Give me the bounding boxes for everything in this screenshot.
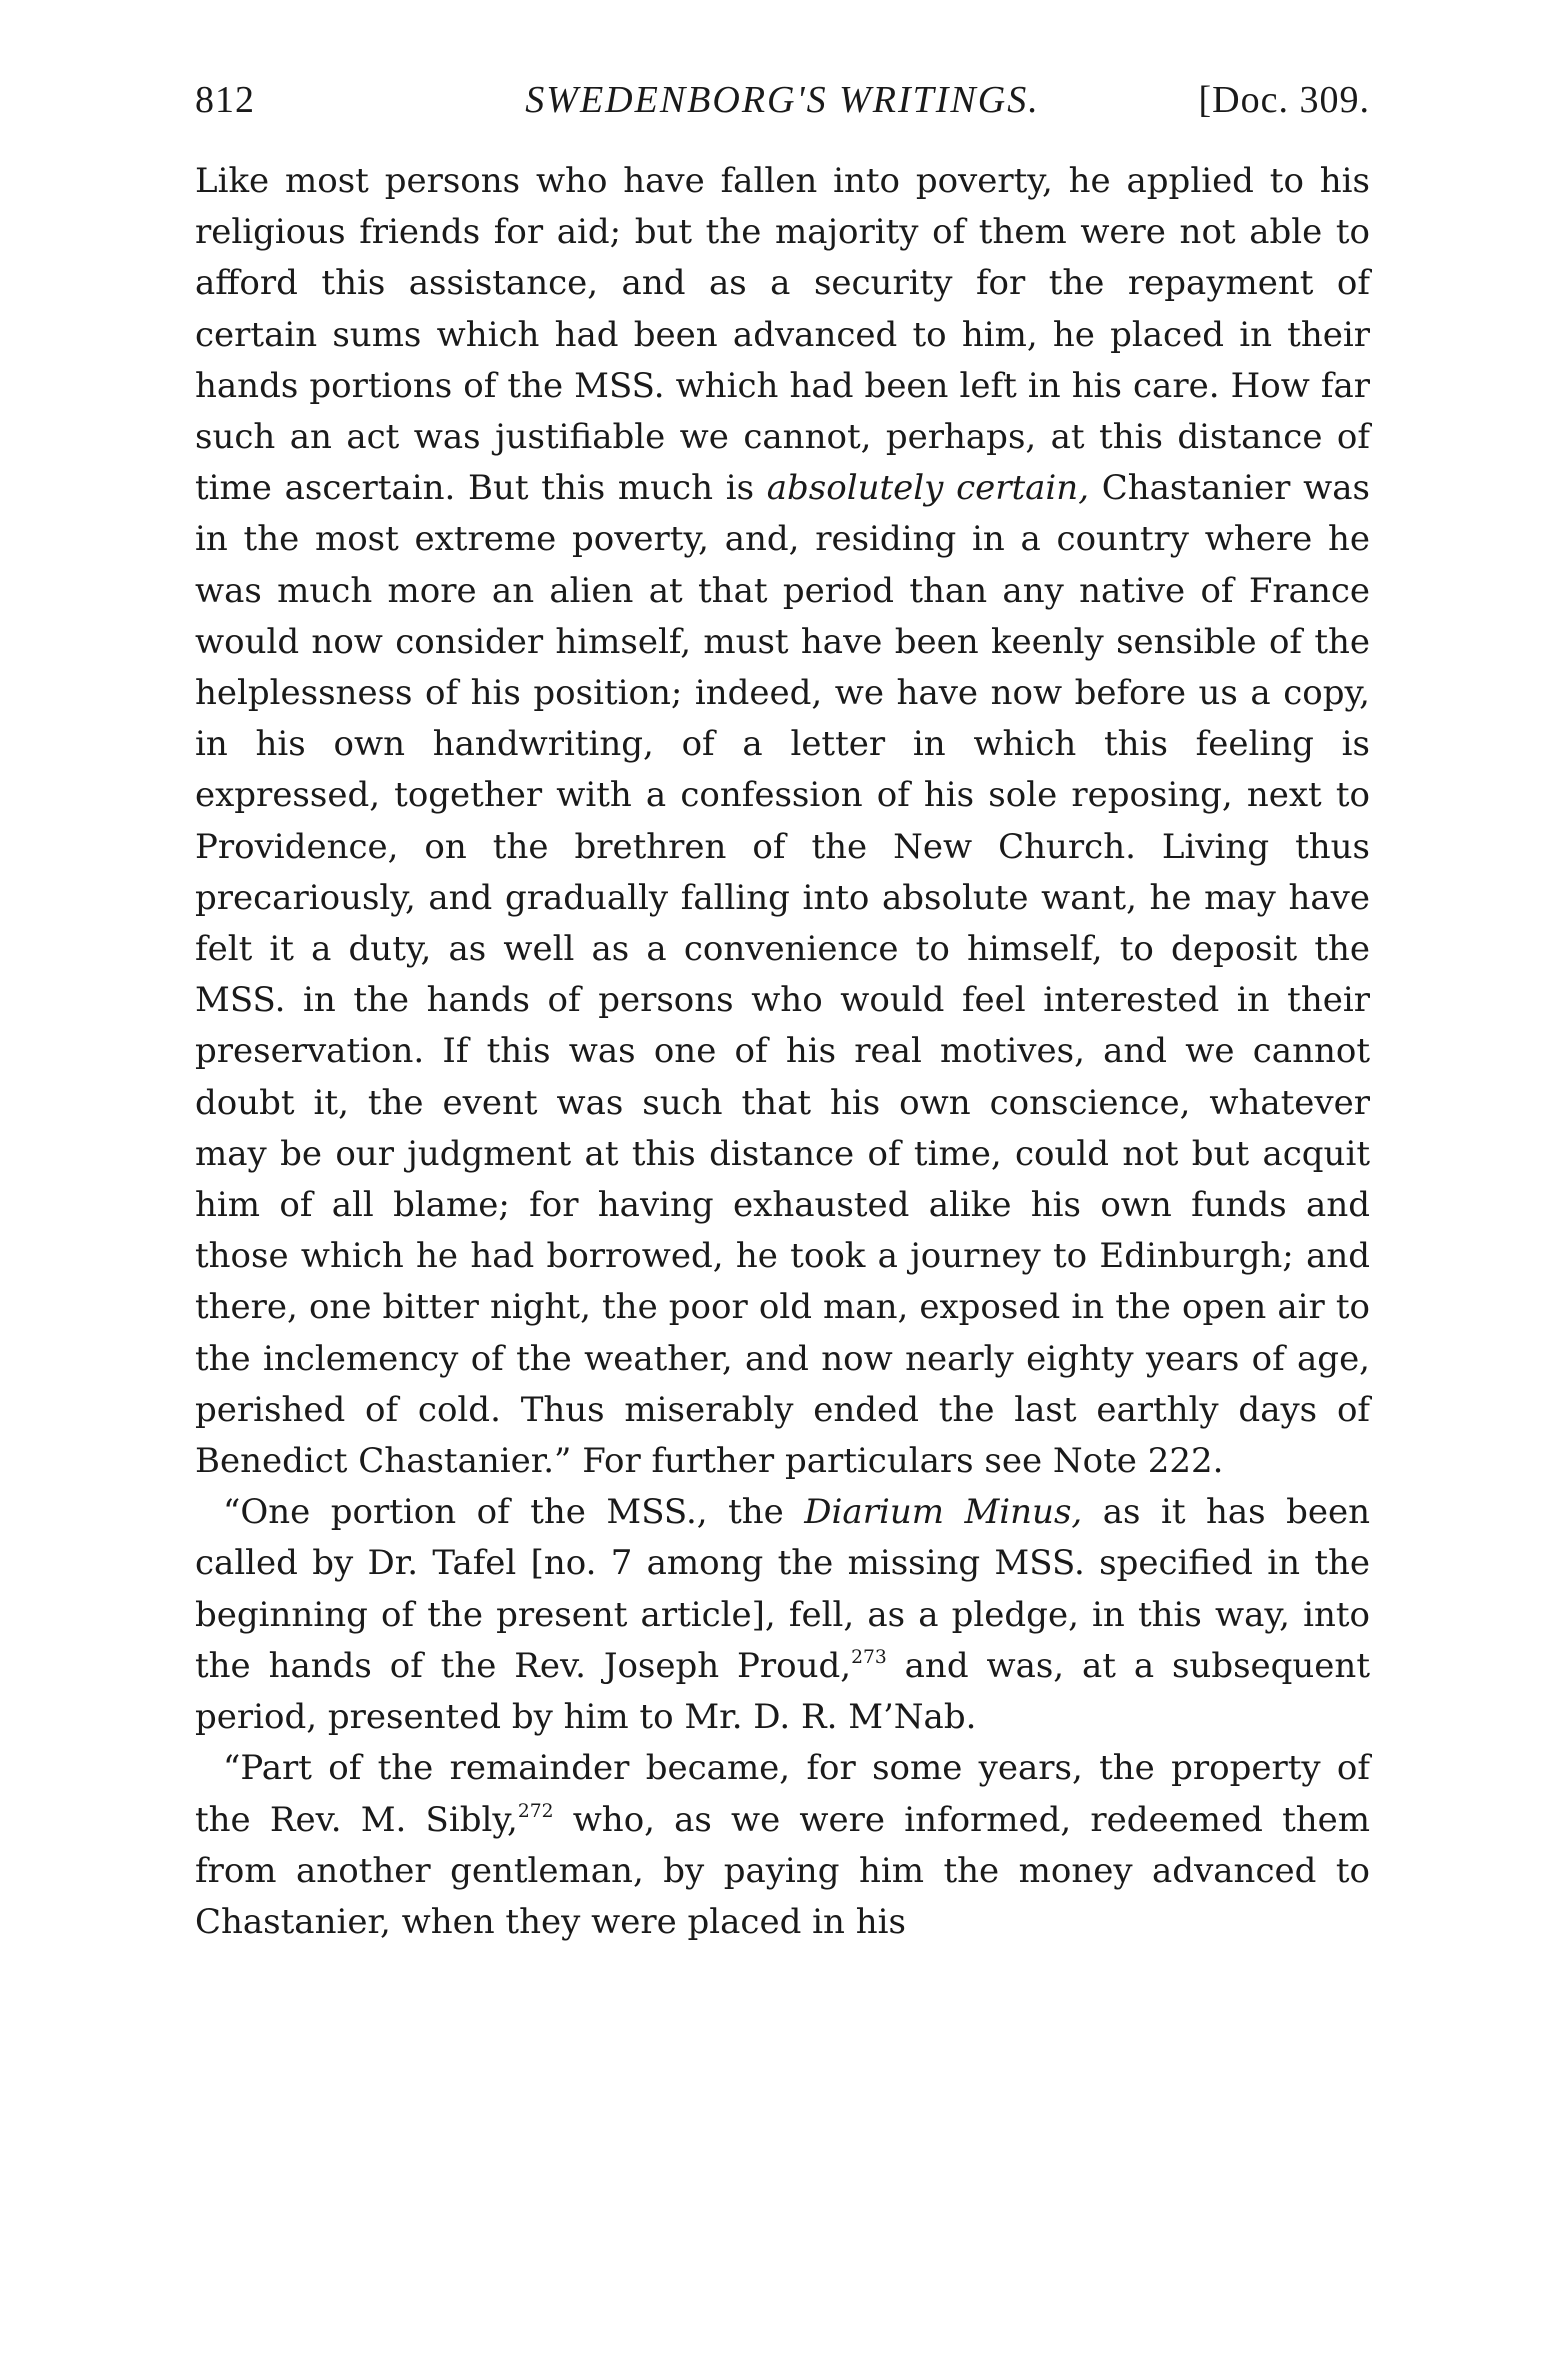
running-title: SWEDENBORG'S WRITINGS. <box>525 79 1040 121</box>
text-run: Chastanier was in the most extreme poverty, and, residing in a country where he was much more an alien at that period than any native of France would now consider himself, must have been keenly sensible of the helplessness of his position; indeed, we have now before us a copy, in his own handwriting, of a letter in which this feeling is expressed, together with a confession of his sole reposing, next to Providence, on the brethren of the New Church. Living thus precariously, and gradually falling into absolute want, he may have felt it a duty, as well as a convenience to himself, to deposit the MSS. in the hands of persons who would feel interested in their preservation. If this was one of his real motives, and we cannot doubt it, the event was such that his own conscience, whatever may be our judgment at this distance of time, could not but acquit him of all blame; for having exhausted alike his own funds and those which he had borrowed, he took a journey to Edinburgh; and there, one bitter night, the poor old man, exposed in the open air to the inclemency of the weather, and now nearly eighty years of age, perished of cold. Thus miserably ended the last earthly days of Benedict Chastanier.” For further particulars see Note 222. <box>195 468 1370 1482</box>
text-run: Like most persons who have fallen into poverty, he applied to his religious friends for aid; but the majority of them were not able to afford this assistance, and as a security for the repayment of certain sums which had been advanced to him, he placed in their hands portions of the MSS. which had been left in his care. How far such an act was justifiable we cannot, perhaps, at this distance of time ascertain. But this much is <box>195 161 1370 509</box>
page-number: 812 <box>195 79 255 121</box>
paragraph <box>195 1743 1370 1948</box>
text-run: as it has been called by Dr. Tafel [no. 7 among the missing MSS. specified in the beginning of the present article], fell, as a pledge, in this way, into the hands of the Rev. Joseph Proud, <box>195 1492 1370 1686</box>
text-run: “One portion of the MSS., the <box>223 1492 805 1533</box>
running-head <box>195 70 1370 130</box>
footnote-marker: 272 <box>517 1800 554 1822</box>
text-run: and was, at a subsequent period, presented by him to Mr. D. R. M’Nab. <box>195 1645 1370 1738</box>
footnote-marker: 273 <box>851 1646 887 1668</box>
body-text <box>195 156 1370 1948</box>
italic-text: Diarium Minus, <box>804 1492 1083 1533</box>
document-reference: [Doc. 309. <box>1198 79 1370 121</box>
paragraph <box>195 1487 1370 1743</box>
text-run: “Part of the remainder became, for some years, the property of the Rev. M. Sibly, <box>195 1748 1370 1840</box>
book-page <box>195 70 1370 1948</box>
italic-text: absolutely certain, <box>766 468 1089 509</box>
text-run: who, as we were informed, redeemed them from another gentleman, by paying him the money advanced to Chastanier, when they were placed in his <box>195 1799 1370 1942</box>
paragraph <box>195 156 1370 1487</box>
